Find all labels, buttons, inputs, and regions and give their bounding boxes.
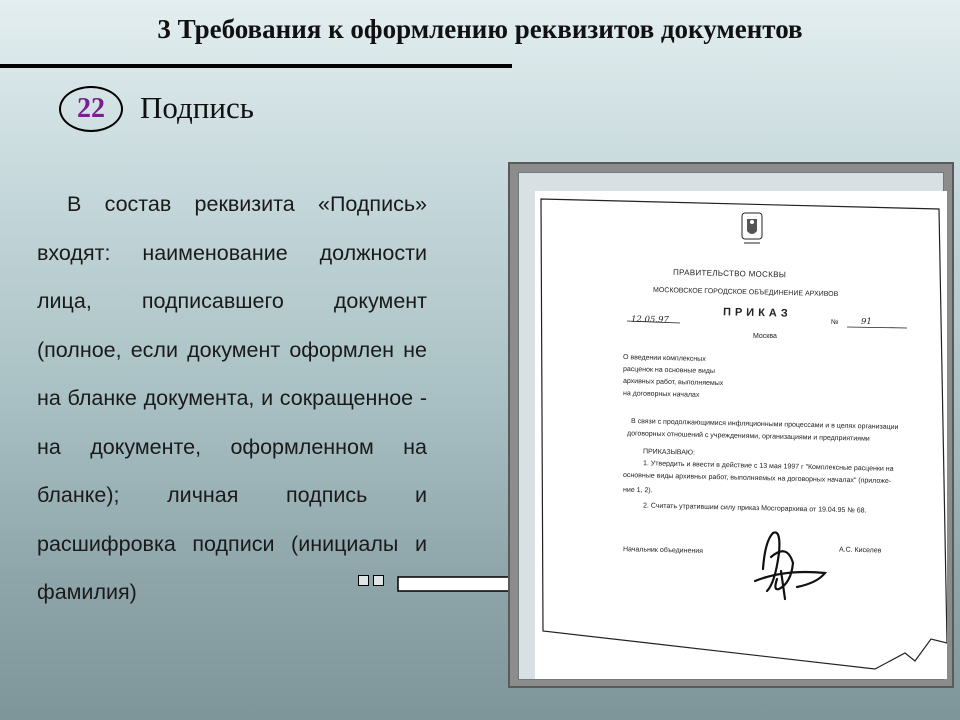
doc-preamble-line: договорных отношений с учреждениями, организациями и предприятиями xyxy=(626,430,870,443)
doc-preamble-line: В связи с продолжающимися инфляционными процессами и в целях организации xyxy=(630,417,899,432)
title-underline xyxy=(0,64,512,68)
doc-item-line: 1. Утвердить и ввести в действие с 13 мая 1997 г "Комплексные расценки на xyxy=(642,460,894,473)
doc-order-word: ПРИКАЗЫВАЮ: xyxy=(642,448,696,457)
doc-subject-line: расценок на основные виды xyxy=(622,365,716,376)
slide-title: 3 Требования к оформлению реквизитов документов xyxy=(157,14,803,44)
doc-signer-position: Начальник объединения xyxy=(622,546,704,555)
document-image-mat xyxy=(518,172,944,680)
marker-square-2 xyxy=(373,575,384,586)
doc-item-line: ние 1, 2). xyxy=(622,486,653,495)
doc-item-line: 2. Считать утратившим силу приказ Мосгорархива от 19.04.95 № 68. xyxy=(642,502,867,515)
arrow-marker xyxy=(358,575,384,586)
doc-number: 91 xyxy=(861,317,872,327)
slide-subtitle: Подпись xyxy=(140,90,254,125)
document-scan xyxy=(535,191,947,679)
body-text: В состав реквизита «Подпись» входят: наименование должности лица, подписавшего документ (полное, если документ оформлен не на бланке документа, и сокращенное - на документе, оформленном на бланке); личная подпись и расшифровка подписи (инициалы и фамилия) xyxy=(37,192,427,604)
document-image-frame xyxy=(508,162,954,688)
doc-subject-line: архивных работ, выполняемых xyxy=(622,377,724,388)
doc-title: ПРИКАЗ xyxy=(722,306,792,320)
doc-subject-line: на договорных началах xyxy=(622,390,700,399)
doc-subject-line: О введении комплексных xyxy=(622,354,706,363)
marker-square-1 xyxy=(358,575,369,586)
doc-organization: МОСКОВСКОЕ ГОРОДСКОЕ ОБЪЕДИНЕНИЕ АРХИВОВ xyxy=(652,286,839,299)
slide-number-badge xyxy=(59,86,123,132)
coat-of-arms-icon xyxy=(742,213,762,243)
doc-number-label: № xyxy=(831,319,839,326)
doc-date: 12.05.97 xyxy=(630,314,669,326)
doc-city: Москва xyxy=(753,333,777,340)
slide-number: 22 xyxy=(77,93,105,124)
doc-signer-name: А.С. Киселев xyxy=(838,546,882,555)
handwritten-signature xyxy=(755,532,825,599)
doc-item-line: основные виды архивных работ, выполняемых на договорных началах" (приложе- xyxy=(622,471,892,486)
doc-government: ПРАВИТЕЛЬСТВО МОСКВЫ xyxy=(672,267,787,280)
